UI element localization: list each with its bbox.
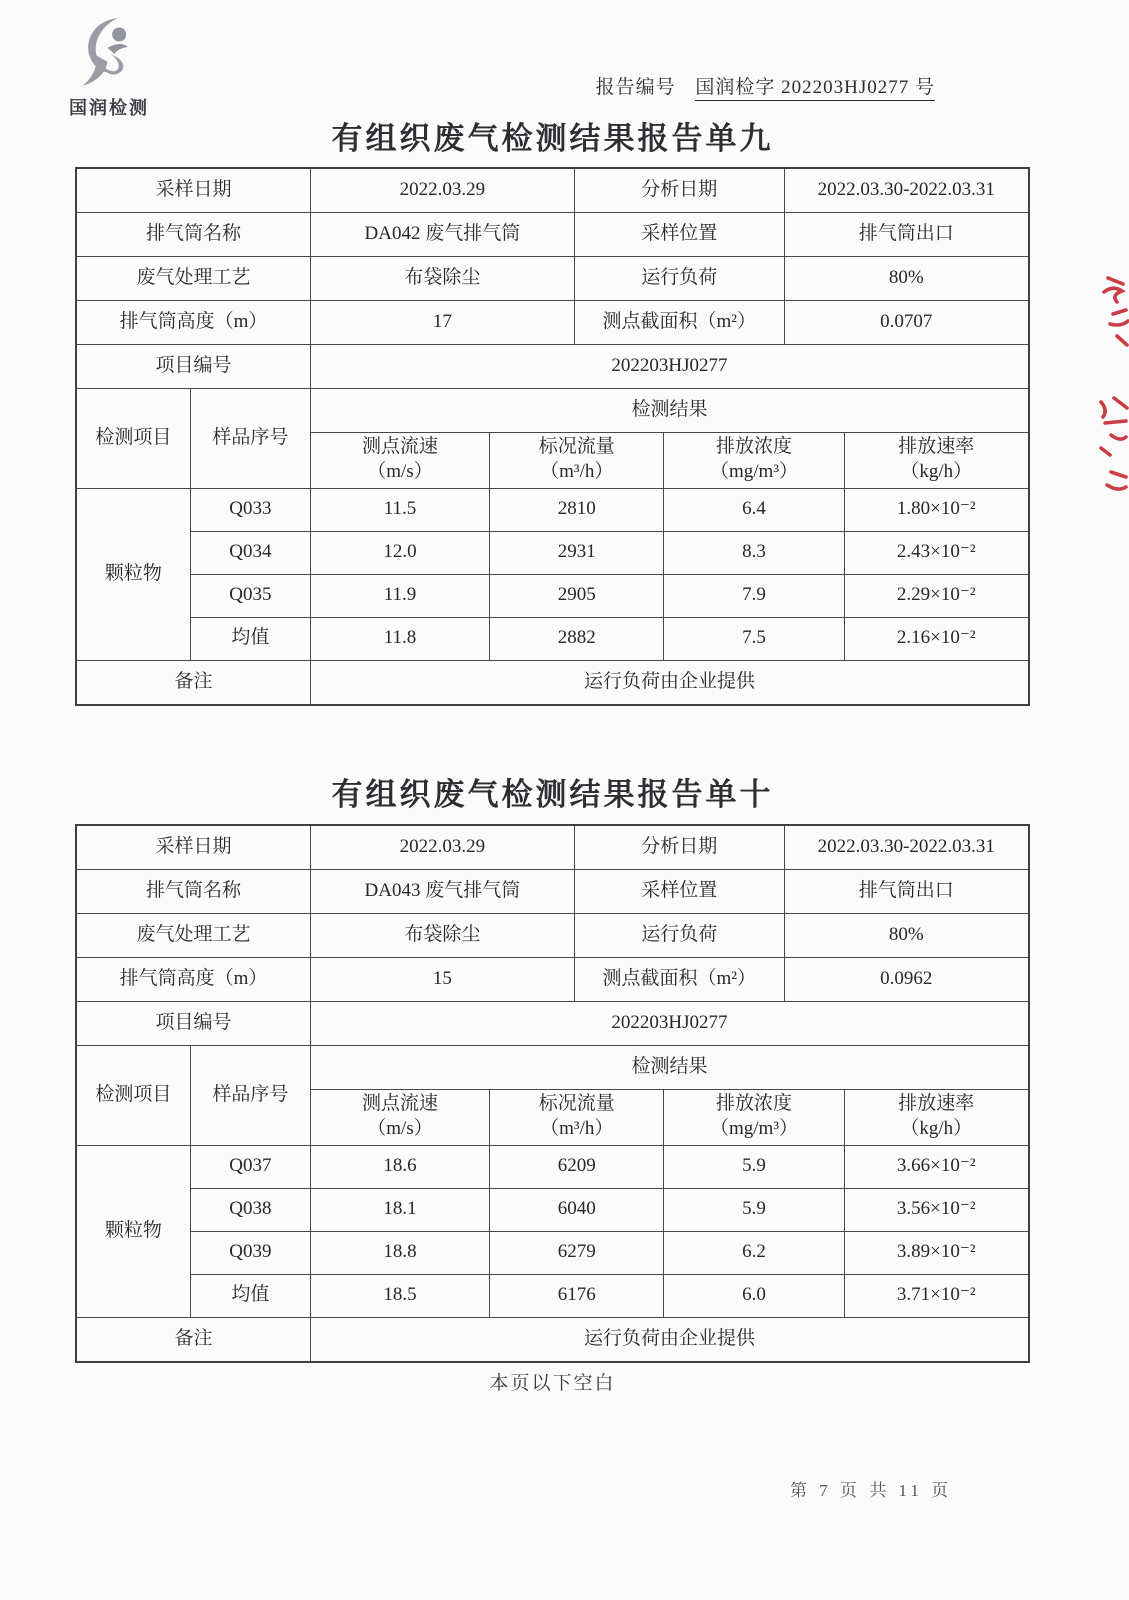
data-cell: 2905 [490, 574, 664, 617]
col-header: 排放速率 （kg/h） [844, 432, 1029, 488]
data-cell: 6.4 [664, 488, 844, 531]
data-cell: 18.5 [310, 1274, 489, 1317]
data-cell: 3.89×10⁻² [844, 1231, 1029, 1274]
info-value: 0.0962 [784, 957, 1029, 1001]
col-header-item: 检测项目 [76, 1045, 190, 1145]
data-cell: 5.9 [664, 1188, 844, 1231]
info-label: 排气筒高度（m） [76, 957, 310, 1001]
remark-value: 运行负荷由企业提供 [310, 1317, 1029, 1362]
info-value: 15 [310, 957, 574, 1001]
data-cell: 5.9 [664, 1145, 844, 1188]
project-no-label: 项目编号 [76, 344, 310, 388]
sample-id: 均值 [190, 617, 310, 660]
sample-id: Q035 [190, 574, 310, 617]
project-no-value: 202203HJ0277 [310, 1001, 1029, 1045]
report1-title: 有组织废气检测结果报告单九 [331, 121, 774, 156]
data-cell: 6209 [490, 1145, 664, 1188]
page-number: 第 7 页 共 11 页 [790, 1481, 953, 1500]
report2-table [75, 824, 1030, 1363]
col-header: 排放浓度 （mg/m³） [664, 432, 844, 488]
info-value: 2022.03.30-2022.03.31 [784, 168, 1029, 212]
info-value: 2022.03.29 [310, 168, 574, 212]
data-cell: 6.0 [664, 1274, 844, 1317]
info-value: 80% [784, 256, 1029, 300]
info-label: 排气筒名称 [76, 869, 310, 913]
project-no-label: 项目编号 [76, 1001, 310, 1045]
info-label: 测点截面积（m²） [574, 300, 784, 344]
col-header: 标况流量 （m³/h） [490, 432, 664, 488]
info-label: 分析日期 [574, 825, 784, 869]
item-name: 颗粒物 [76, 1145, 190, 1317]
results-header: 检测结果 [310, 1045, 1029, 1089]
data-cell: 2931 [490, 531, 664, 574]
info-label: 废气处理工艺 [76, 256, 310, 300]
data-cell: 7.5 [664, 617, 844, 660]
red-stamp-marks-icon [1072, 262, 1129, 517]
info-label: 分析日期 [574, 168, 784, 212]
data-cell: 2.16×10⁻² [844, 617, 1029, 660]
info-label: 运行负荷 [574, 913, 784, 957]
data-cell: 11.8 [310, 617, 489, 660]
report2-title: 有组织废气检测结果报告单十 [331, 777, 774, 812]
info-label: 排气筒高度（m） [76, 300, 310, 344]
sample-id: Q034 [190, 531, 310, 574]
report-number-value: 国润检字 202203HJ0277 号 [695, 77, 935, 101]
col-header-sample: 样品序号 [190, 1045, 310, 1145]
report-number [0, 72, 935, 99]
remark-label: 备注 [76, 660, 310, 705]
info-label: 采样位置 [574, 212, 784, 256]
data-cell: 2.29×10⁻² [844, 574, 1029, 617]
col-header: 测点流速 （m/s） [310, 1089, 489, 1145]
info-value: 排气筒出口 [784, 869, 1029, 913]
data-cell: 6040 [490, 1188, 664, 1231]
blank-below-note: 本页以下空白 [489, 1373, 616, 1394]
info-label: 废气处理工艺 [76, 913, 310, 957]
col-header: 排放浓度 （mg/m³） [664, 1089, 844, 1145]
sample-id: Q038 [190, 1188, 310, 1231]
data-cell: 18.8 [310, 1231, 489, 1274]
data-cell: 3.71×10⁻² [844, 1274, 1029, 1317]
data-cell: 11.5 [310, 488, 489, 531]
results-header: 检测结果 [310, 388, 1029, 432]
info-value: DA042 废气排气筒 [310, 212, 574, 256]
data-cell: 6176 [490, 1274, 664, 1317]
info-value: DA043 废气排气筒 [310, 869, 574, 913]
info-label: 采样位置 [574, 869, 784, 913]
data-cell: 3.66×10⁻² [844, 1145, 1029, 1188]
data-cell: 1.80×10⁻² [844, 488, 1029, 531]
info-value: 布袋除尘 [310, 256, 574, 300]
data-cell: 6.2 [664, 1231, 844, 1274]
report1-table [75, 167, 1030, 706]
info-value: 布袋除尘 [310, 913, 574, 957]
remark-value: 运行负荷由企业提供 [310, 660, 1029, 705]
data-cell: 18.6 [310, 1145, 489, 1188]
info-value: 17 [310, 300, 574, 344]
info-value: 0.0707 [784, 300, 1029, 344]
data-cell: 7.9 [664, 574, 844, 617]
sample-id: 均值 [190, 1274, 310, 1317]
col-header-item: 检测项目 [76, 388, 190, 488]
data-cell: 8.3 [664, 531, 844, 574]
sample-id: Q037 [190, 1145, 310, 1188]
info-label: 排气筒名称 [76, 212, 310, 256]
info-label: 运行负荷 [574, 256, 784, 300]
sample-id: Q033 [190, 488, 310, 531]
info-value: 80% [784, 913, 1029, 957]
data-cell: 6279 [490, 1231, 664, 1274]
data-cell: 2.43×10⁻² [844, 531, 1029, 574]
col-header-sample: 样品序号 [190, 388, 310, 488]
info-label: 采样日期 [76, 825, 310, 869]
data-cell: 3.56×10⁻² [844, 1188, 1029, 1231]
info-label: 采样日期 [76, 168, 310, 212]
col-header: 标况流量 （m³/h） [490, 1089, 664, 1145]
info-label: 测点截面积（m²） [574, 957, 784, 1001]
info-value: 排气筒出口 [784, 212, 1029, 256]
col-header: 排放速率 （kg/h） [844, 1089, 1029, 1145]
data-cell: 2810 [490, 488, 664, 531]
data-cell: 2882 [490, 617, 664, 660]
project-no-value: 202203HJ0277 [310, 344, 1029, 388]
logo-text: 国润检测 [69, 98, 149, 118]
company-logo [50, 12, 168, 120]
report-number-label: 报告编号 [595, 77, 676, 98]
info-value: 2022.03.29 [310, 825, 574, 869]
data-cell: 18.1 [310, 1188, 489, 1231]
info-value: 2022.03.30-2022.03.31 [784, 825, 1029, 869]
data-cell: 11.9 [310, 574, 489, 617]
data-cell: 12.0 [310, 531, 489, 574]
col-header: 测点流速 （m/s） [310, 432, 489, 488]
item-name: 颗粒物 [76, 488, 190, 660]
remark-label: 备注 [76, 1317, 310, 1362]
sample-id: Q039 [190, 1231, 310, 1274]
